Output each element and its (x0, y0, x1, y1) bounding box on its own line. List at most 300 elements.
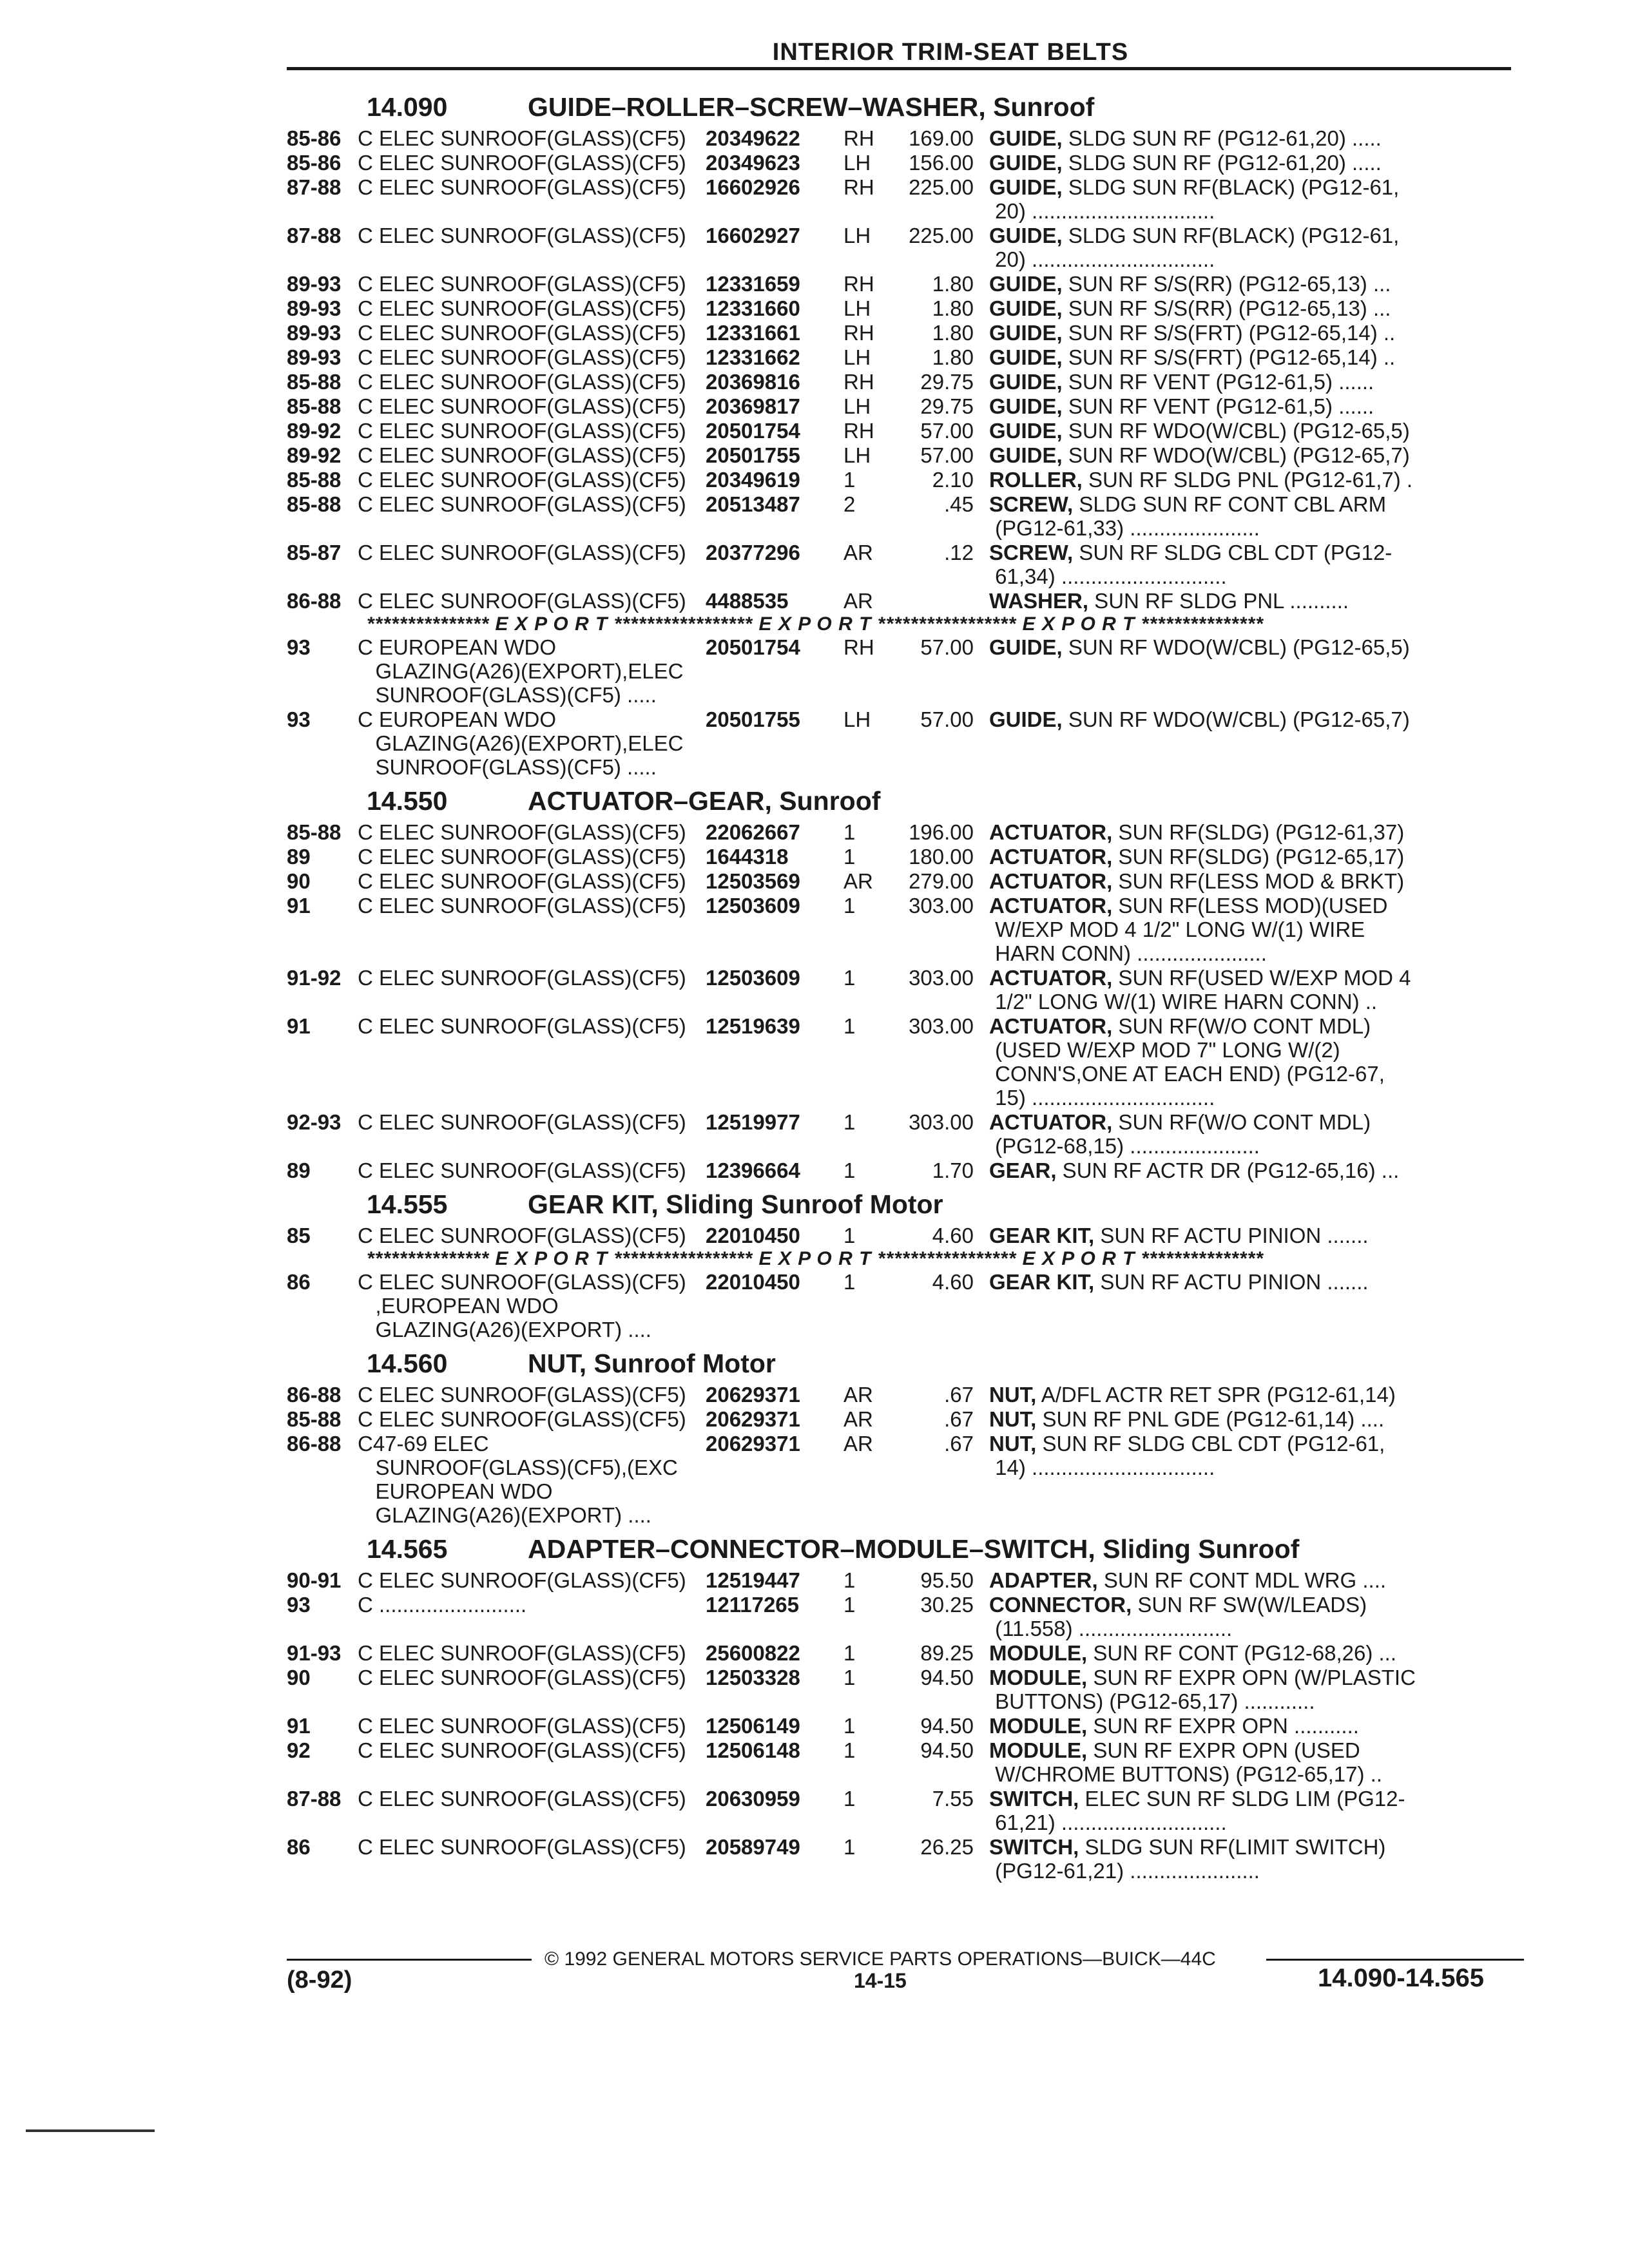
part-description (989, 468, 1440, 492)
section-title: GEAR KIT, Sliding Sunroof Motor (528, 1189, 943, 1219)
section-number: 14.090 (367, 92, 448, 122)
part-description (989, 589, 1440, 613)
price: 1.80 (932, 272, 974, 296)
price: 7.55 (932, 1787, 974, 1811)
part-description (989, 1158, 1440, 1182)
part-number: 22010450 (706, 1224, 800, 1247)
section-heading (287, 1348, 1524, 1379)
quantity: AR (843, 1407, 873, 1431)
part-detail: SLDG SUN RF CONT CBL ARM (PG12-61,33) ...................... (995, 492, 1387, 540)
quantity: LH (843, 443, 871, 467)
price: 94.50 (920, 1738, 974, 1762)
part-name: MODULE, (989, 1738, 1088, 1762)
quantity: AR (843, 869, 873, 893)
part-description (989, 869, 1440, 893)
part-row (287, 1270, 1524, 1341)
model-years: 90 (287, 869, 311, 893)
part-description (989, 175, 1440, 223)
usage-description: C ELEC SUNROOF(GLASS)(CF5) (358, 1383, 686, 1407)
quantity: 1 (843, 1158, 856, 1182)
page-header (287, 39, 1511, 66)
part-row (287, 820, 1524, 844)
price (905, 589, 989, 613)
part-number: 20501755 (706, 443, 800, 467)
model-years: 85-88 (287, 394, 342, 418)
part-name: NUT, (989, 1407, 1037, 1431)
quantity: LH (843, 707, 871, 731)
part-row (287, 1383, 1524, 1407)
price: 95.50 (920, 1568, 974, 1592)
part-name: ACTUATOR, (989, 966, 1113, 990)
price: 1.80 (932, 345, 974, 369)
price: 303.00 (909, 1110, 974, 1134)
part-detail: SUN RF ACTU PINION ....... (1094, 1224, 1369, 1247)
part-description (989, 443, 1440, 467)
usage-description: C ELEC SUNROOF(GLASS)(CF5) (358, 175, 686, 199)
part-name: NUT, (989, 1383, 1037, 1407)
model-years: 89-92 (287, 443, 342, 467)
part-row (287, 1158, 1524, 1182)
part-detail: SUN RF(SLDG) (PG12-61,37) (1112, 820, 1405, 844)
part-detail: SLDG SUN RF (PG12-61,20) ..... (1062, 126, 1382, 150)
price: 196.00 (909, 820, 974, 844)
part-name: MODULE, (989, 1641, 1088, 1665)
part-description (989, 1110, 1440, 1158)
part-name: GUIDE, (989, 635, 1063, 659)
quantity: 1 (843, 1714, 856, 1738)
model-years: 89-93 (287, 272, 342, 296)
model-years: 86-88 (287, 1432, 342, 1456)
part-detail: SLDG SUN RF(BLACK) (PG12-61, 20) ............................... (995, 224, 1400, 271)
part-description (989, 419, 1440, 443)
part-detail: SUN RF S/S(FRT) (PG12-65,14) .. (1062, 321, 1396, 345)
part-number: 20377296 (706, 541, 800, 564)
quantity: AR (843, 589, 873, 613)
quantity: RH (843, 419, 874, 443)
usage-description: C ELEC SUNROOF(GLASS)(CF5) (358, 296, 686, 320)
quantity: 1 (843, 1835, 856, 1859)
part-description (989, 1641, 1440, 1665)
part-name: GUIDE, (989, 345, 1063, 369)
part-number: 12331661 (706, 321, 800, 345)
section-title: ADAPTER–CONNECTOR–MODULE–SWITCH, Sliding Sunroof (528, 1534, 1300, 1564)
part-row (287, 345, 1524, 369)
part-number: 20501755 (706, 707, 800, 731)
quantity: RH (843, 321, 874, 345)
part-row (287, 894, 1524, 965)
part-detail: SUN RF CONT MDL WRG .... (1097, 1568, 1387, 1592)
part-name: GUIDE, (989, 370, 1063, 394)
model-years: 93 (287, 635, 311, 659)
usage-description: C ELEC SUNROOF(GLASS)(CF5) (358, 869, 686, 893)
model-years: 89-93 (287, 345, 342, 369)
part-name: ACTUATOR, (989, 820, 1113, 844)
part-row (287, 1407, 1524, 1431)
model-years: 91 (287, 1014, 311, 1038)
part-number: 12396664 (706, 1158, 800, 1182)
section-number: 14.565 (367, 1534, 448, 1564)
part-name: GUIDE, (989, 224, 1063, 247)
section-heading (287, 1189, 1524, 1220)
part-name: MODULE, (989, 1714, 1088, 1738)
part-detail: SUN RF VENT (PG12-61,5) ...... (1062, 394, 1374, 418)
quantity: LH (843, 224, 871, 247)
part-number: 12331660 (706, 296, 800, 320)
usage-description: C ELEC SUNROOF(GLASS)(CF5) (358, 966, 686, 990)
usage-description: C ELEC SUNROOF(GLASS)(CF5) (358, 820, 686, 844)
part-row (287, 272, 1524, 296)
part-description (989, 394, 1440, 418)
part-description (989, 1666, 1440, 1713)
part-name: ACTUATOR, (989, 1014, 1113, 1038)
part-description (989, 224, 1440, 271)
part-name: ADAPTER, (989, 1568, 1098, 1592)
price: 57.00 (920, 419, 974, 443)
part-row (287, 468, 1524, 492)
usage-description: C ELEC SUNROOF(GLASS)(CF5) (358, 370, 686, 394)
model-years: 89-92 (287, 419, 342, 443)
price: 94.50 (920, 1714, 974, 1738)
part-detail: SUN RF SLDG PNL (PG12-61,7) . (1082, 468, 1413, 492)
part-name: ACTUATOR, (989, 845, 1113, 869)
part-detail: SUN RF S/S(FRT) (PG12-65,14) .. (1062, 345, 1396, 369)
part-detail: SUN RF(LESS MOD & BRKT) (1112, 869, 1405, 893)
part-row (287, 1014, 1524, 1110)
price: 1.70 (932, 1158, 974, 1182)
part-number: 20501754 (706, 419, 800, 443)
model-years: 92-93 (287, 1110, 342, 1134)
scan-artifact-mark (26, 2129, 155, 2132)
header-rule (287, 67, 1511, 70)
part-name: GUIDE, (989, 707, 1063, 731)
part-row (287, 1714, 1524, 1738)
price: 169.00 (909, 126, 974, 150)
price: .12 (944, 541, 974, 564)
part-row (287, 1666, 1524, 1713)
part-description (989, 1270, 1440, 1341)
model-years: 91 (287, 894, 311, 918)
usage-description: C ELEC SUNROOF(GLASS)(CF5) (358, 224, 686, 247)
quantity: LH (843, 394, 871, 418)
part-detail: SLDG SUN RF(LIMIT SWITCH) (PG12-61,21) ...................... (995, 1835, 1386, 1883)
model-years: 85-88 (287, 1407, 342, 1431)
part-description (989, 272, 1440, 296)
part-detail: SUN RF(W/O CONT MDL) (PG12-68,15) ...................... (995, 1110, 1371, 1158)
quantity: AR (843, 1383, 873, 1407)
price: 303.00 (909, 1014, 974, 1038)
part-detail: ELEC SUN RF SLDG LIM (PG12- 61,21) ............................ (995, 1787, 1405, 1834)
part-number: 16602926 (706, 175, 800, 199)
usage-description: C47-69 ELEC SUNROOF(GLASS)(CF5),(EXC EUROPEAN WDO GLAZING(A26)(EXPORT) .... (358, 1432, 678, 1527)
model-years: 93 (287, 707, 311, 731)
part-number: 12331659 (706, 272, 800, 296)
section-number: 14.555 (367, 1189, 448, 1219)
part-number: 12331662 (706, 345, 800, 369)
part-row (287, 1568, 1524, 1592)
part-number: 12117265 (706, 1593, 800, 1617)
part-number: 12519639 (706, 1014, 800, 1038)
quantity: RH (843, 272, 874, 296)
model-years: 90-91 (287, 1568, 342, 1592)
part-number: 25600822 (706, 1641, 800, 1665)
part-number: 12503328 (706, 1666, 800, 1689)
price: 94.50 (920, 1666, 974, 1689)
part-row (287, 1110, 1524, 1158)
usage-description: C ELEC SUNROOF(GLASS)(CF5) (358, 589, 686, 613)
section-title: NUT, Sunroof Motor (528, 1349, 776, 1378)
part-description (989, 492, 1440, 540)
section-number: 14.560 (367, 1349, 448, 1378)
part-number: 20349619 (706, 468, 800, 492)
part-description (989, 1593, 1440, 1640)
usage-description: C ......................... (358, 1593, 527, 1617)
part-description (989, 1714, 1440, 1738)
part-number: 20629371 (706, 1432, 800, 1456)
model-years: 87-88 (287, 175, 342, 199)
part-name: SCREW, (989, 541, 1074, 564)
part-name: GUIDE, (989, 419, 1063, 443)
part-detail: SUN RF(SLDG) (PG12-65,17) (1112, 845, 1405, 869)
part-row (287, 296, 1524, 320)
part-description (989, 707, 1440, 779)
price: 4.60 (932, 1224, 974, 1247)
quantity: 1 (843, 820, 856, 844)
part-description (989, 1014, 1440, 1110)
part-description (989, 1224, 1440, 1247)
part-number: 20629371 (706, 1383, 800, 1407)
part-name: ACTUATOR, (989, 869, 1113, 893)
quantity: RH (843, 635, 874, 659)
usage-description: C ELEC SUNROOF(GLASS)(CF5) (358, 151, 686, 175)
part-detail: A/DFL ACTR RET SPR (PG12-61,14) (1036, 1383, 1396, 1407)
model-years: 85-86 (287, 151, 342, 175)
part-description (989, 820, 1440, 844)
part-description (989, 296, 1440, 320)
usage-description: C ELEC SUNROOF(GLASS)(CF5) (358, 272, 686, 296)
quantity: 1 (843, 1568, 856, 1592)
page-title: INTERIOR TRIM-SEAT BELTS (772, 39, 1129, 66)
part-detail: SUN RF SLDG CBL CDT (PG12- 61,34) ............................ (995, 541, 1393, 588)
usage-description: C ELEC SUNROOF(GLASS)(CF5) (358, 1158, 686, 1182)
quantity: 1 (843, 1270, 856, 1294)
part-name: ACTUATOR, (989, 894, 1113, 918)
usage-description: C EUROPEAN WDO GLAZING(A26)(EXPORT),ELEC SUNROOF(GLASS)(CF5) ..... (358, 635, 684, 707)
part-row (287, 419, 1524, 443)
part-detail: SUN RF WDO(W/CBL) (PG12-65,5) (1062, 635, 1410, 659)
usage-description: C ELEC SUNROOF(GLASS)(CF5) (358, 1641, 686, 1665)
usage-description: C ELEC SUNROOF(GLASS)(CF5) (358, 1738, 686, 1762)
usage-description: C ELEC SUNROOF(GLASS)(CF5) (358, 419, 686, 443)
part-row (287, 1641, 1524, 1665)
part-name: GUIDE, (989, 126, 1063, 150)
part-number: 20349622 (706, 126, 800, 150)
part-description (989, 894, 1440, 965)
usage-description: C ELEC SUNROOF(GLASS)(CF5) (358, 443, 686, 467)
part-description (989, 845, 1440, 869)
footer-rule-right (1266, 1959, 1524, 1961)
price: 26.25 (920, 1835, 974, 1859)
price: 1.80 (932, 296, 974, 320)
usage-description: C ELEC SUNROOF(GLASS)(CF5) (358, 1835, 686, 1859)
part-row (287, 635, 1524, 707)
price: .67 (944, 1432, 974, 1456)
part-detail: SUN RF(LESS MOD)(USED W/EXP MOD 4 1/2" LONG W/(1) WIRE HARN CONN) ...................... (995, 894, 1388, 965)
part-name: GUIDE, (989, 272, 1063, 296)
part-detail: SUN RF WDO(W/CBL) (PG12-65,7) (1062, 707, 1410, 731)
price: 57.00 (920, 635, 974, 659)
part-detail: SUN RF CONT (PG12-68,26) ... (1087, 1641, 1397, 1665)
model-years: 92 (287, 1738, 311, 1762)
part-number: 22062667 (706, 820, 800, 844)
section-heading (287, 1533, 1524, 1564)
price: 1.80 (932, 321, 974, 345)
section-title: GUIDE–ROLLER–SCREW–WASHER, Sunroof (528, 92, 1095, 122)
usage-description: C ELEC SUNROOF(GLASS)(CF5) (358, 1666, 686, 1689)
quantity: RH (843, 370, 874, 394)
part-row (287, 707, 1524, 779)
usage-description: C ELEC SUNROOF(GLASS)(CF5) (358, 394, 686, 418)
part-description (989, 1432, 1440, 1527)
usage-description: C ELEC SUNROOF(GLASS)(CF5) (358, 1568, 686, 1592)
part-detail: SUN RF WDO(W/CBL) (PG12-65,5) (1062, 419, 1410, 443)
model-years: 86 (287, 1270, 311, 1294)
price: 225.00 (909, 175, 974, 199)
price: 180.00 (909, 845, 974, 869)
model-years: 87-88 (287, 1787, 342, 1811)
part-number: 12519447 (706, 1568, 800, 1592)
part-detail: SUN RF EXPR OPN ........... (1087, 1714, 1359, 1738)
part-row (287, 151, 1524, 175)
model-years: 85-88 (287, 492, 342, 516)
footer-rule-left (287, 1959, 532, 1961)
part-description (989, 321, 1440, 345)
part-row (287, 370, 1524, 394)
part-detail: SLDG SUN RF(BLACK) (PG12-61, 20) ............................... (995, 175, 1400, 223)
usage-description: C ELEC SUNROOF(GLASS)(CF5) (358, 321, 686, 345)
footer-page-number: 14-15 (854, 1969, 907, 1992)
part-row (287, 541, 1524, 588)
part-number: 4488535 (706, 589, 789, 613)
model-years: 86-88 (287, 589, 342, 613)
quantity: 1 (843, 1641, 856, 1665)
model-years: 89-93 (287, 321, 342, 345)
model-years: 91 (287, 1714, 311, 1738)
part-number: 22010450 (706, 1270, 800, 1294)
part-row (287, 1835, 1524, 1883)
part-detail: SUN RF EXPR OPN (W/PLASTIC BUTTONS) (PG12-65,17) ............ (995, 1666, 1416, 1713)
part-row (287, 1593, 1524, 1640)
quantity: 1 (843, 1014, 856, 1038)
quantity: AR (843, 541, 873, 564)
model-years: 86-88 (287, 1383, 342, 1407)
part-number: 12519977 (706, 1110, 800, 1134)
part-name: ACTUATOR, (989, 1110, 1113, 1134)
part-description (989, 151, 1440, 175)
model-years: 89 (287, 845, 311, 869)
part-row (287, 869, 1524, 893)
quantity: LH (843, 296, 871, 320)
part-number: 20369817 (706, 394, 800, 418)
usage-description: C ELEC SUNROOF(GLASS)(CF5) (358, 1110, 686, 1134)
model-years: 85-88 (287, 468, 342, 492)
footer-date: (8-92) (287, 1966, 352, 1994)
usage-description: C ELEC SUNROOF(GLASS)(CF5) ,EUROPEAN WDO GLAZING(A26)(EXPORT) .... (358, 1270, 686, 1341)
footer-copyright: © 1992 GENERAL MOTORS SERVICE PARTS OPERATIONS—BUICK—44C (545, 1948, 1216, 1970)
part-name: MODULE, (989, 1666, 1088, 1689)
model-years: 85-88 (287, 370, 342, 394)
quantity: 2 (843, 492, 856, 516)
part-name: GUIDE, (989, 175, 1063, 199)
quantity: 1 (843, 1110, 856, 1134)
part-name: GUIDE, (989, 321, 1063, 345)
price: .67 (944, 1383, 974, 1407)
part-name: GEAR KIT, (989, 1224, 1095, 1247)
export-divider: *************** E X P O R T ***************** E X P O R T ***************** E X P O R T *************** (367, 1248, 1264, 1269)
part-description (989, 345, 1440, 369)
part-description (989, 635, 1440, 707)
part-detail: SUN RF SLDG CBL CDT (PG12-61, 14) ............................... (995, 1432, 1385, 1479)
part-detail: SUN RF EXPR OPN (USED W/CHROME BUTTONS) (PG12-65,17) .. (995, 1738, 1382, 1786)
quantity: 1 (843, 1224, 856, 1247)
part-row (287, 321, 1524, 345)
model-years: 85-86 (287, 126, 342, 150)
price: .45 (944, 492, 974, 516)
part-name: GEAR KIT, (989, 1270, 1095, 1294)
section-number: 14.550 (367, 786, 448, 816)
model-years: 91-93 (287, 1641, 342, 1665)
price: 279.00 (909, 869, 974, 893)
price: 225.00 (909, 224, 974, 247)
price: 30.25 (920, 1593, 974, 1617)
model-years: 85 (287, 1224, 311, 1247)
part-row (287, 966, 1524, 1014)
part-row (287, 224, 1524, 271)
quantity: 1 (843, 1593, 856, 1617)
part-row (287, 126, 1524, 150)
part-number: 20501754 (706, 635, 800, 659)
part-row (287, 589, 1524, 613)
part-row (287, 1738, 1524, 1786)
part-row (287, 443, 1524, 467)
model-years: 90 (287, 1666, 311, 1689)
footer-section-range: 14.090-14.565 (1318, 1964, 1485, 1992)
model-years: 89-93 (287, 296, 342, 320)
part-number: 16602927 (706, 224, 800, 247)
usage-description: C ELEC SUNROOF(GLASS)(CF5) (358, 1714, 686, 1738)
part-row (287, 394, 1524, 418)
part-description (989, 370, 1440, 394)
part-number: 12506149 (706, 1714, 800, 1738)
part-number: 20349623 (706, 151, 800, 175)
model-years: 85-88 (287, 820, 342, 844)
part-description (989, 126, 1440, 150)
part-detail: SUN RF S/S(RR) (PG12-65,13) ... (1062, 272, 1391, 296)
price: 57.00 (920, 443, 974, 467)
quantity: 1 (843, 966, 856, 990)
usage-description: C ELEC SUNROOF(GLASS)(CF5) (358, 1407, 686, 1431)
model-years: 91-92 (287, 966, 342, 990)
section-title: ACTUATOR–GEAR, Sunroof (528, 786, 881, 816)
quantity: 1 (843, 1787, 856, 1811)
part-number: 1644318 (706, 845, 789, 869)
part-row (287, 175, 1524, 223)
part-detail: SUN RF SLDG PNL .......... (1088, 589, 1349, 613)
part-name: WASHER, (989, 589, 1089, 613)
part-detail: SUN RF SW(W/LEADS) (11.558) .......................... (995, 1593, 1367, 1640)
part-number: 20513487 (706, 492, 800, 516)
usage-description: C ELEC SUNROOF(GLASS)(CF5) (358, 894, 686, 918)
price: .67 (944, 1407, 974, 1431)
